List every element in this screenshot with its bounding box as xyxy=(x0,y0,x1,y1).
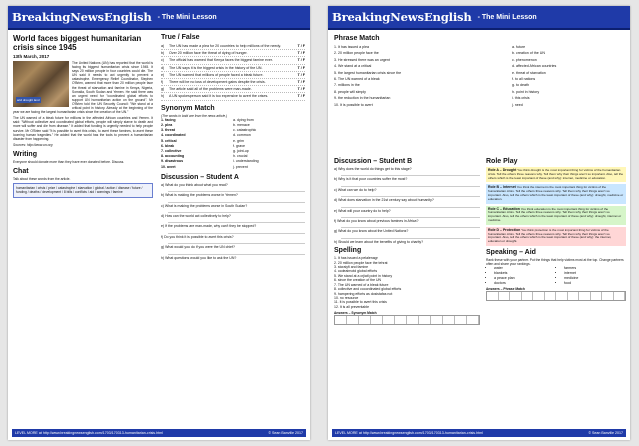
brand-subtitle: - The Mini Lesson xyxy=(477,13,537,21)
role-card-c: Role C – Education You think education is the most important thing for victims of the humanitarian crisis. Tell the others three reasons why. Tell them why their things aren't so important. Also, tell the others which is the least important of these (and why): drought, internet or medicine. xyxy=(486,206,626,225)
article-title: World faces biggest humanitarian crisis since 1945 xyxy=(13,34,142,52)
brand-logo: BreakingNewsEnglish xyxy=(332,10,472,24)
left-column xyxy=(13,34,153,198)
article-paragraph-2: The UN warned of a bleak future for millions in the affected African countries and Yemen. It said: "Without collective and coordinated global efforts, people will simply starve to death and more will suffer and die from disease." It added that funding is urgently needed to help people survive. Mr O'Brien said "It is possible to avert this crisis, to avert these famines, to avert these looming human tragedies." He added that the world has the tools to prevent a humanitarian disaster from happening. xyxy=(13,116,153,141)
speaking-aid-heading: Speaking – Aid xyxy=(486,248,536,256)
page-two-right-column xyxy=(486,158,626,301)
synonym-note: (The words in bold are from the news article.) xyxy=(161,113,228,118)
page-one-banner xyxy=(8,6,310,30)
page-two xyxy=(328,6,630,440)
tf-item: e) The UN warned that millions of people faced a bleak future. T / F xyxy=(161,72,305,79)
brand-logo: BreakingNewsEnglish xyxy=(12,10,152,24)
tf-item: b) Over 20 million face the threat of dying of hunger. T / F xyxy=(161,50,305,57)
brand-subtitle: - The Mini Lesson xyxy=(157,13,217,21)
phrase-match-table: 1. It has issued a plea 2. 20 million people face the 3. He stressed there was an urgent 4. We stand at a critical 5. the largest humanitarian crisis since the 6. The UN warned of a bleak 7. millions in the 8. people will simply 9. the reduction in the humanitarian 10. It is possible to avert a. future b. creation of the UN c. phenomenon d. affected African countries e. threat of starvation f. to all nations g. to death h. point in history i. this crisis j. need xyxy=(334,45,557,107)
tf-item: h) A UN spokesperson said it is too expensive to avert the crises. T / F xyxy=(161,93,305,100)
synonym-heading: Synonym Match xyxy=(161,104,215,112)
tf-item: f) There will be no loss of development gains despite the crisis. T / F xyxy=(161,79,305,86)
true-false-heading: True / False xyxy=(161,34,200,41)
page-two-left-column xyxy=(334,158,480,325)
photo-caption: arid drought land xyxy=(17,98,40,102)
tf-item: c) The official has warned that Kenya faces the biggest famine ever. T / F xyxy=(161,57,305,64)
chat-heading: Chat xyxy=(13,167,29,175)
page-two-footer: LEVEL MORE at http://www.breakingnewsenglish.com/1703/170313-humanitarian-crisis.html © Sean Banville 2017 xyxy=(332,429,626,437)
role-card-a: Role A – Drought You think drought is the most important thing for victims of the humanitarian crisis. Tell the others three reasons why. Tell them why their things aren't so important. Also, tell the others which is the least important of these (and why): internet, medicine or education. xyxy=(486,167,626,182)
article-photo xyxy=(13,61,69,107)
article-date: 13th March, 2017 xyxy=(13,54,50,59)
role-play-heading: Role Play xyxy=(486,158,518,165)
right-column xyxy=(161,34,305,260)
role-card-b: Role B – Internet You think the internet is the most important thing for victims of the humanitarian crisis. Tell the others three reasons why. Tell them why their things aren't so important. Also, tell the others which is the least important of these (and why): drought, medicine or education. xyxy=(486,184,626,203)
article-source: Sources: http://www.un.org xyxy=(13,142,53,147)
role-card-d: Role D – Protection You think protection is the most important thing for victims of the humanitarian crisis. Tell the others three reasons why. Tell them why their things aren't so important. Also, tell the others which is the least important of these (and why): the internet, education or drought. xyxy=(486,227,626,246)
writing-text: Everyone should donate more than they have ever donated before. Discuss. xyxy=(13,159,125,164)
synonym-table xyxy=(161,118,305,170)
synonym-right: a. dying from b. menace c. catastrophic d. common e. grim f. grave g. joint-up h. crucial i. understanding j. prevent xyxy=(233,117,259,169)
phrase-match-heading: Phrase Match xyxy=(334,35,380,42)
chat-words-box: humanitarian / crisis / prize / catastrophe / starvation / global / action / disease / future / funding / deaths / development / 8 bills / conflicts / aid / warnings / famine xyxy=(13,183,153,198)
tf-item: a) The UN has made a plea for 20 countries to help millions of the needy. T / F xyxy=(161,43,305,50)
phrase-match-section xyxy=(334,35,626,108)
synonym-answers-label: Answers – Synonym Match xyxy=(334,311,377,316)
article-paragraph-1: The United Nations (UN) has reported that the world is facing its biggest humanitarian crisis since 1945. It says 20 million people in four countries could die. The UN said it needs to act urgently to prevent a catastrophe. Emergency Relief Coordinator, Stephen O'Brien, warned that more than 20 million people face the threat of starvation and famine in Kenya, Nigeria, Somalia, South Sudan and Yemen. He said there was an urgent need for "coordinated global efforts to support UN humanitarian action on the ground". Mr O'Brien told the UN Security Council: "We stand at a critical point in history. Already at the beginning of the year we are facing the largest humanitarian crisis since the creation of the UN." xyxy=(13,61,153,115)
phrase-answers-label: Answers – Phrase Match xyxy=(486,287,525,292)
writing-heading: Writing xyxy=(13,150,37,158)
discussion-b-list: a) Why does the world do things get to this stage? b) Why is it that poor countries suffer the most? c) What can we do to help? d) What does starvation in the 21st century say about humanity? e) What will your country do to help? f) What do you know about previous famines in Africa? g) What do you know about the United Nations? h) Should we learn about the benefits of giving to charity? xyxy=(334,167,480,244)
discussion-b-heading: Discussion – Student B xyxy=(334,158,413,165)
chat-text: Talk about these words from the article. xyxy=(13,176,71,181)
spelling-heading: Spelling xyxy=(334,247,362,255)
speaking-aid-text: Rank these with your partner. Put the things that help victims most at the top. Change partners often and share your rankings. xyxy=(486,257,624,267)
page-two-banner xyxy=(328,6,630,30)
discussion-a-heading: Discussion – Student A xyxy=(161,173,239,181)
synonym-answers-grid xyxy=(334,315,480,325)
page-one-footer: LEVEL MORE at http://www.breakingnewsenglish.com/1703/170313-humanitarian-crisis.html © Sean Banville 2017 xyxy=(12,429,306,437)
synonym-left: 1. facing 2. plea 3. threat 4. coordinated 5. critical 6. bleak 7. collective 8. accounting 9. disastrous 10. avert xyxy=(161,117,186,169)
phrase-answers-grid xyxy=(486,291,626,301)
true-false-list xyxy=(161,43,305,101)
tf-item: d) The UN says it is the biggest crisis in the history of the UN. T / F xyxy=(161,65,305,72)
spelling-list: 1. It has issued a pelalenagr 2. 20 million people face the tehrat 3. stcraiyfi and famine 4. ocdeairnotd global efforts 5. We stand at a crjiatl point in history 6. since the creation of the UN 7. The UN warned of a bleak future 8. collective and cooordinated global efforts 9. hampering efforts as dosistafas not 10. no resource 11. It is possible to avert this crisis 12. It is all preventable xyxy=(334,256,402,309)
page-one xyxy=(8,6,310,440)
tf-item: g) The article said all of the problems were man-made. T / F xyxy=(161,86,305,93)
speaking-aid-list: • water • blankets • a peace plan • doctors • farmers • internet • medicine • food xyxy=(486,266,626,286)
discussion-a-list: a) What do you think about what you read? b) What is making the problems worse in Yemen? c) What is making the problems worse in South Sudan? d) How can the world act collectively to help? e) If the problems are man-made, why can't they be stopped? f) Do you think it is possible to avert this crisis? g) What would you do if you were the UN chief? h) What questions would you like to ask the UN? xyxy=(161,183,305,260)
